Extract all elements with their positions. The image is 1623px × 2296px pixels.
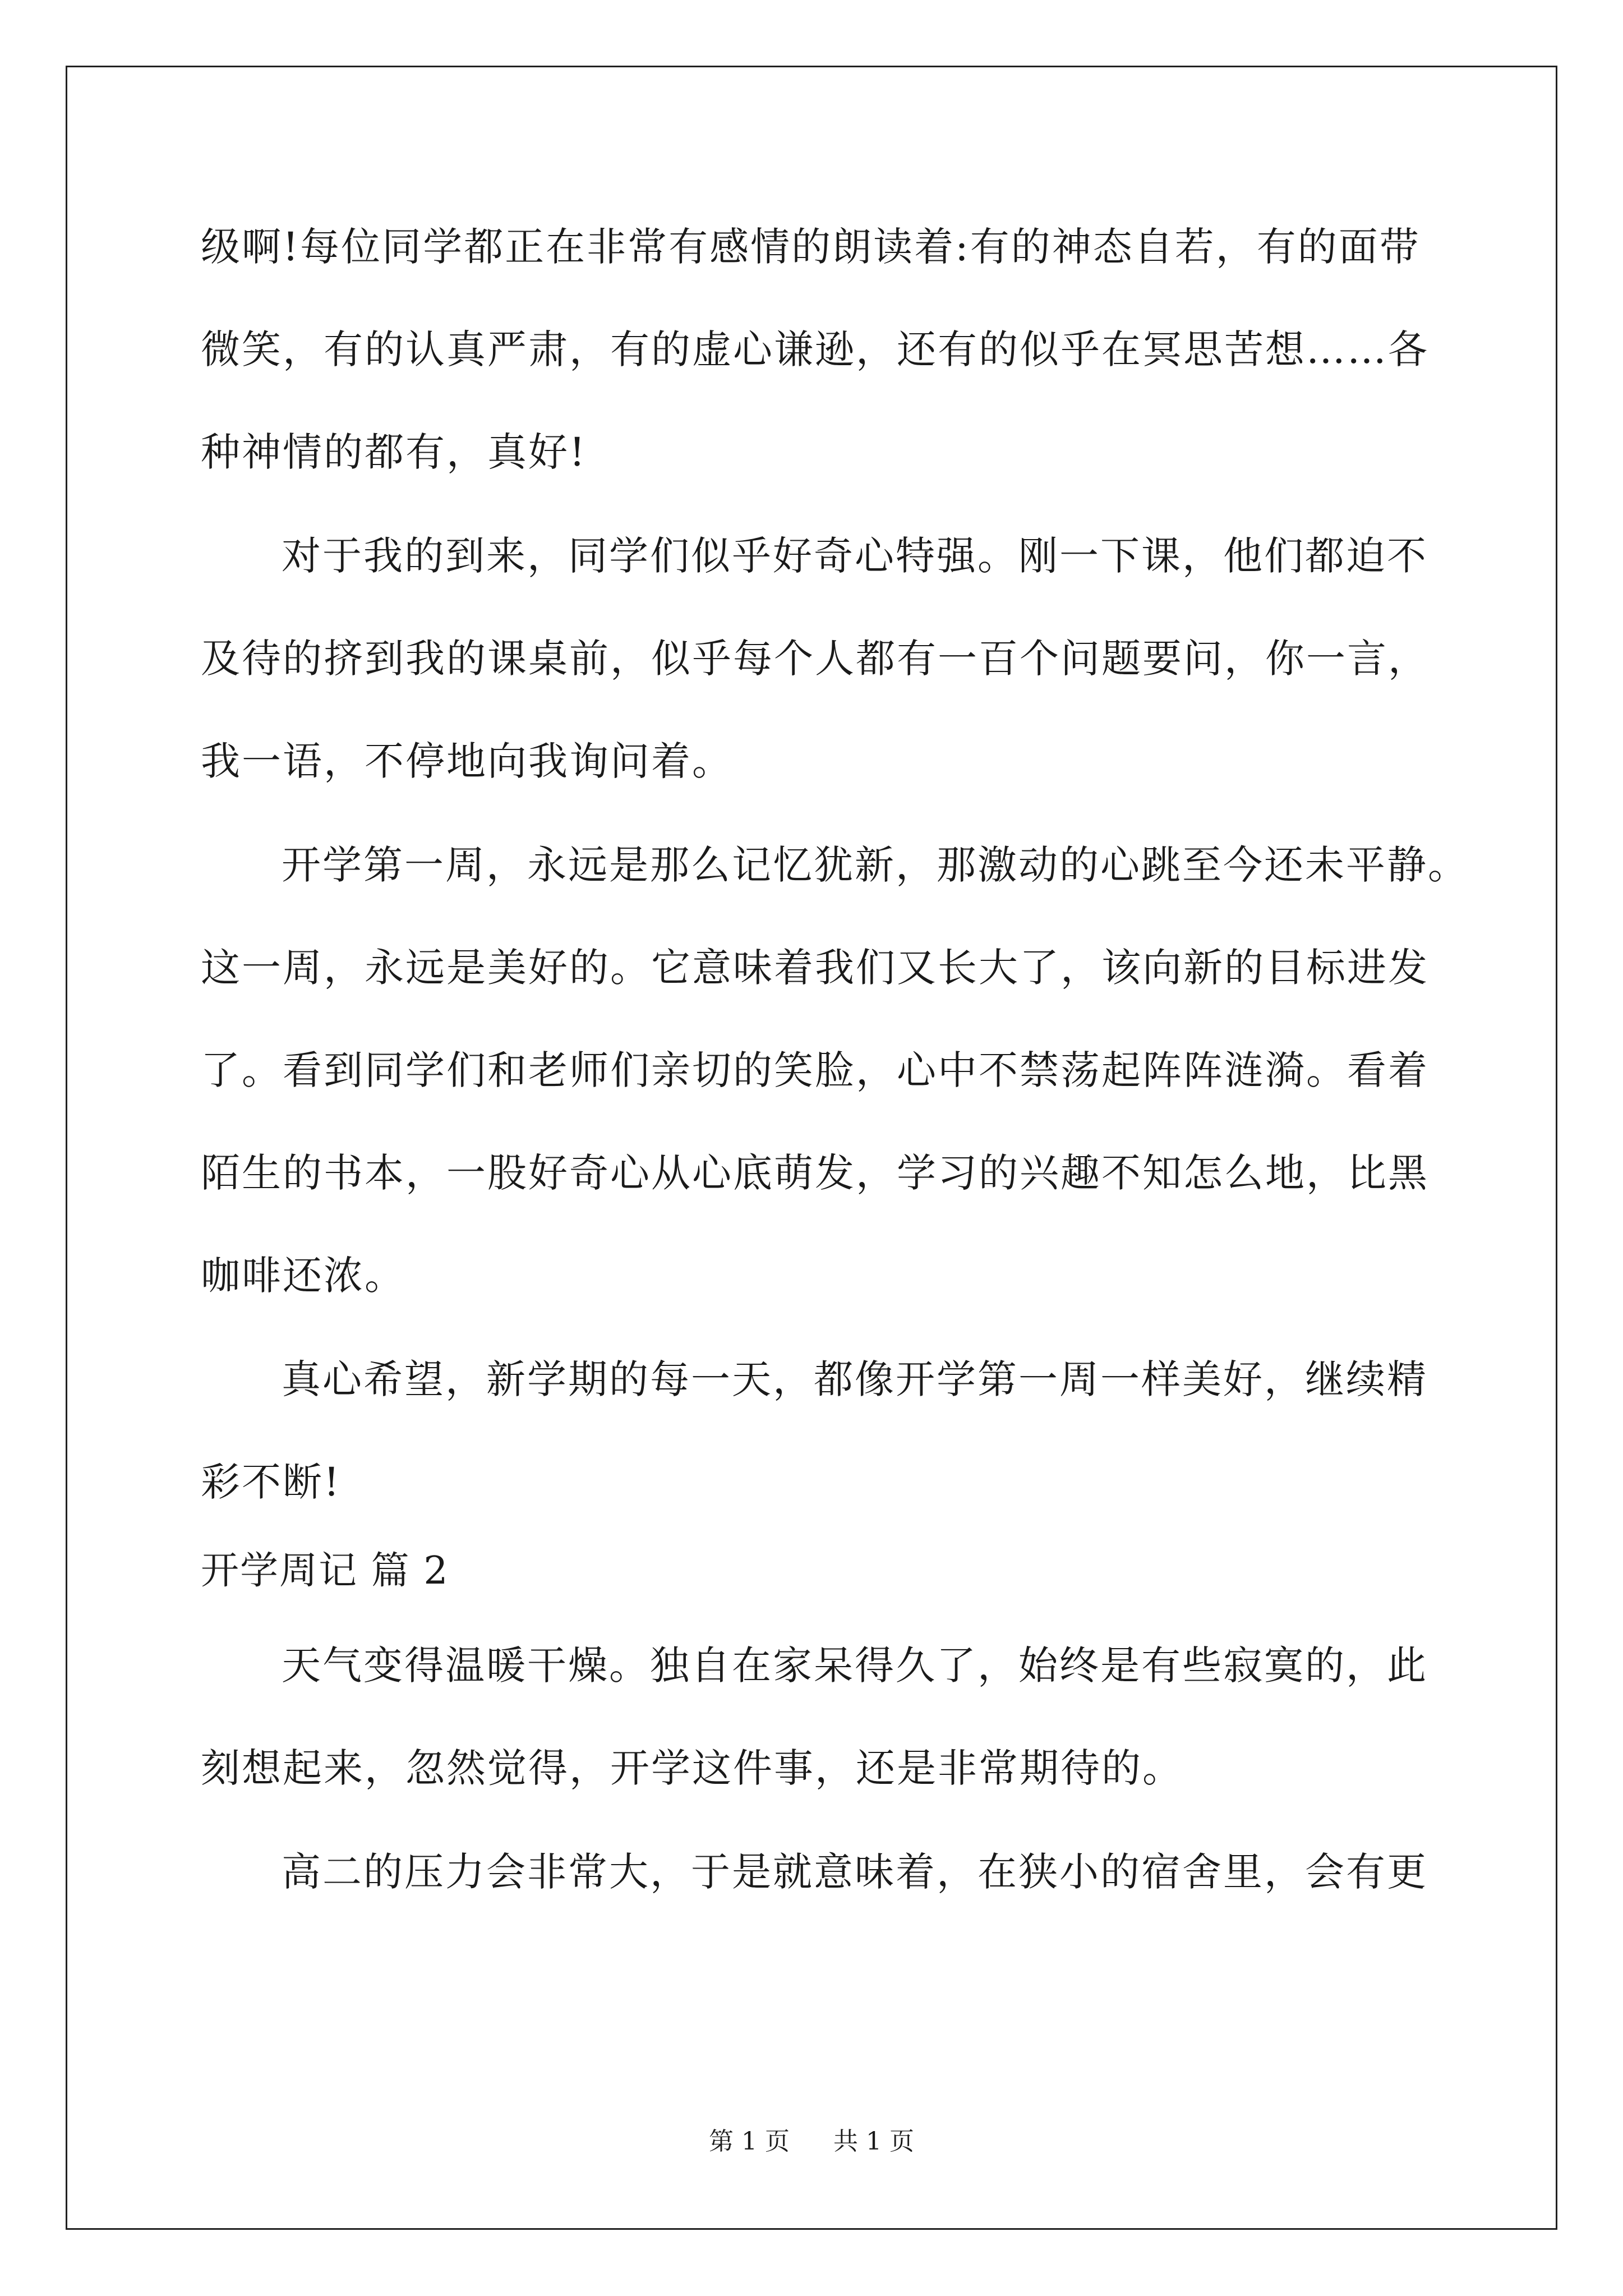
paragraph-line: 咖啡还浓。 (201, 1253, 405, 1299)
paragraph-line: 微笑，有的认真严肃，有的虚心谦逊，还有的似乎在冥思苦想……各 (201, 326, 1429, 372)
section-heading: 开学周记 篇 2 (201, 1549, 449, 1593)
paragraph-line: 了。看到同学们和老师们亲切的笑脸，心中不禁荡起阵阵涟漪。看着 (201, 1047, 1429, 1093)
page-number: 第 1 页 (709, 2127, 790, 2156)
paragraph-line: 陌生的书本，一股好奇心从心底萌发，学习的兴趣不知怎么地，比黑 (201, 1150, 1429, 1196)
page-footer (0, 2125, 1623, 2159)
paragraph-line: 种神情的都有，真好! (201, 429, 587, 475)
paragraph-line: 天气变得温暖干燥。独自在家呆得久了，始终是有些寂寞的，此 (282, 1642, 1428, 1688)
paragraph-line: 刻想起来，忽然觉得，开学这件事，还是非常期待的。 (201, 1745, 1183, 1791)
paragraph-line: 高二的压力会非常大，于是就意味着，在狭小的宿舍里，会有更 (282, 1849, 1428, 1895)
paragraph-line: 我一语，不停地向我询问着。 (201, 738, 733, 784)
paragraph-line: 这一周，永远是美好的。它意味着我们又长大了，该向新的目标进发 (201, 945, 1429, 991)
page-total: 共 1 页 (833, 2127, 914, 2156)
paragraph-line: 及待的挤到我的课桌前，似乎每个人都有一百个问题要问，你一言， (201, 636, 1429, 682)
paragraph-line: 真心希望，新学期的每一天，都像开学第一周一样美好，继续精 (282, 1356, 1428, 1402)
paragraph-line: 彩不断! (201, 1459, 342, 1505)
paragraph-line: 对于我的到来，同学们似乎好奇心特强。刚一下课，他们都迫不 (282, 533, 1428, 579)
paragraph-line: 级啊!每位同学都正在非常有感情的朗读着:有的神态自若，有的面带 (201, 224, 1421, 270)
paragraph-line: 开学第一周，永远是那么记忆犹新，那激动的心跳至今还未平静。 (282, 842, 1469, 888)
